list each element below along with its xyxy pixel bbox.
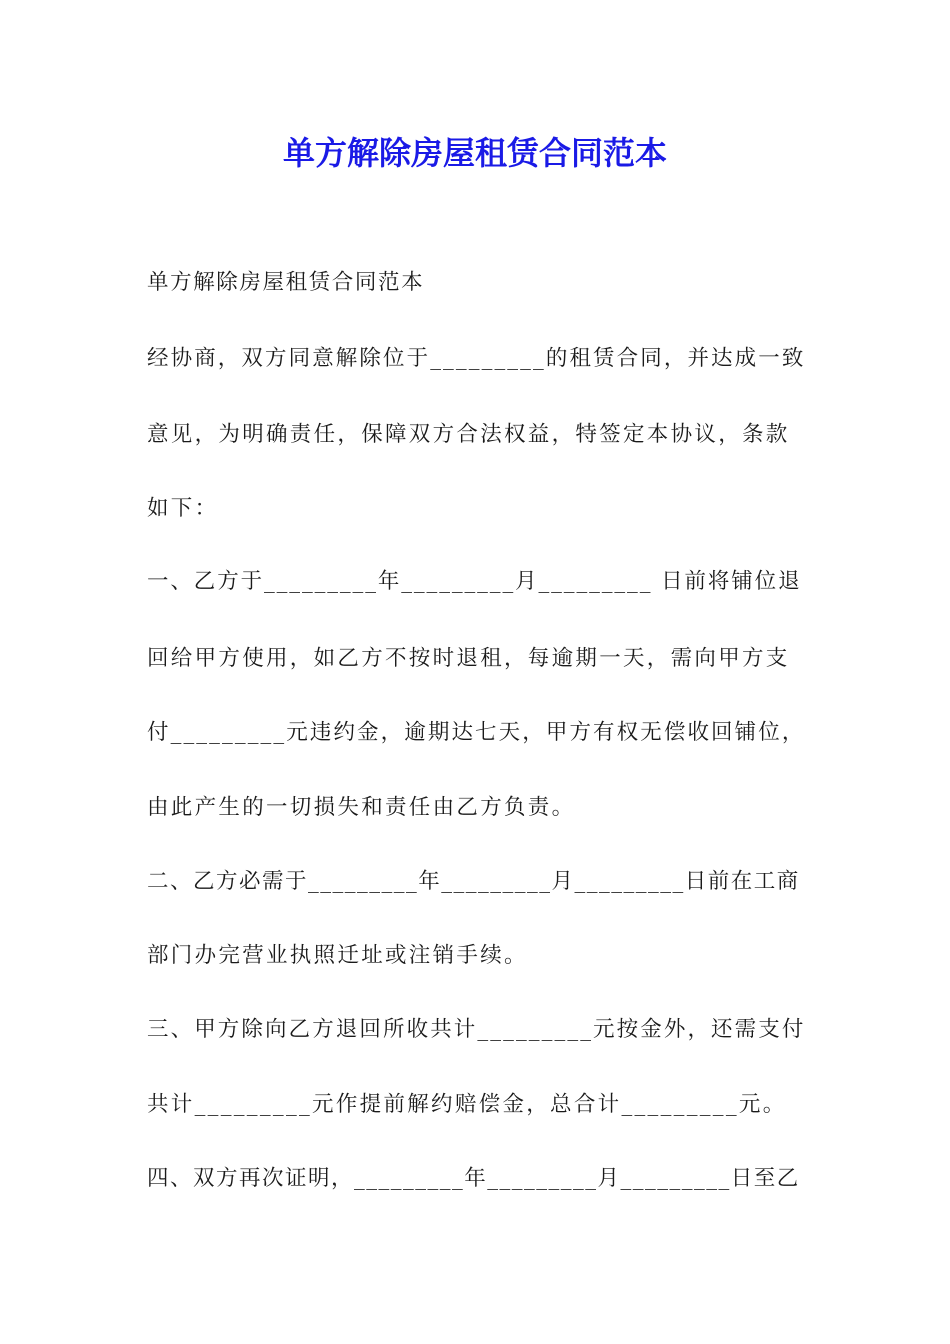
clause-4-line: 四、双方再次证明，_________年_________月_________日至乙 — [147, 1166, 800, 1191]
document-subtitle: 单方解除房屋租赁合同范本 — [147, 270, 425, 295]
clause-3-line: 三、甲方除向乙方退回所收共计_________元按金外，还需支付 — [147, 1017, 806, 1042]
clause-3-line: 共计_________元作提前解约赔偿金，总合计_________元。 — [147, 1092, 787, 1117]
clause-1-line: 付_________元违约金，逾期达七天，甲方有权无偿收回铺位， — [147, 720, 806, 745]
clause-2-line: 二、乙方必需于_________年_________月_________日前在工商 — [147, 869, 800, 894]
clause-1-line: 回给甲方使用，如乙方不按时退租，每逾期一天，需向甲方支 — [147, 646, 790, 671]
paragraph-line: 意见，为明确责任，保障双方合法权益，特签定本协议，条款 — [147, 422, 790, 447]
document-title: 单方解除房屋租赁合同范本 — [282, 134, 667, 172]
clause-1-line: 一、乙方于_________年_________月_________ 日前将铺位退 — [147, 569, 802, 594]
paragraph-line: 经协商，双方同意解除位于_________的租赁合同，并达成一致 — [147, 346, 806, 371]
clause-1-line: 由此产生的一切损失和责任由乙方负责。 — [147, 795, 576, 820]
clause-2-line: 部门办完营业执照迁址或注销手续。 — [147, 943, 528, 968]
paragraph-line: 如下： — [147, 496, 219, 521]
